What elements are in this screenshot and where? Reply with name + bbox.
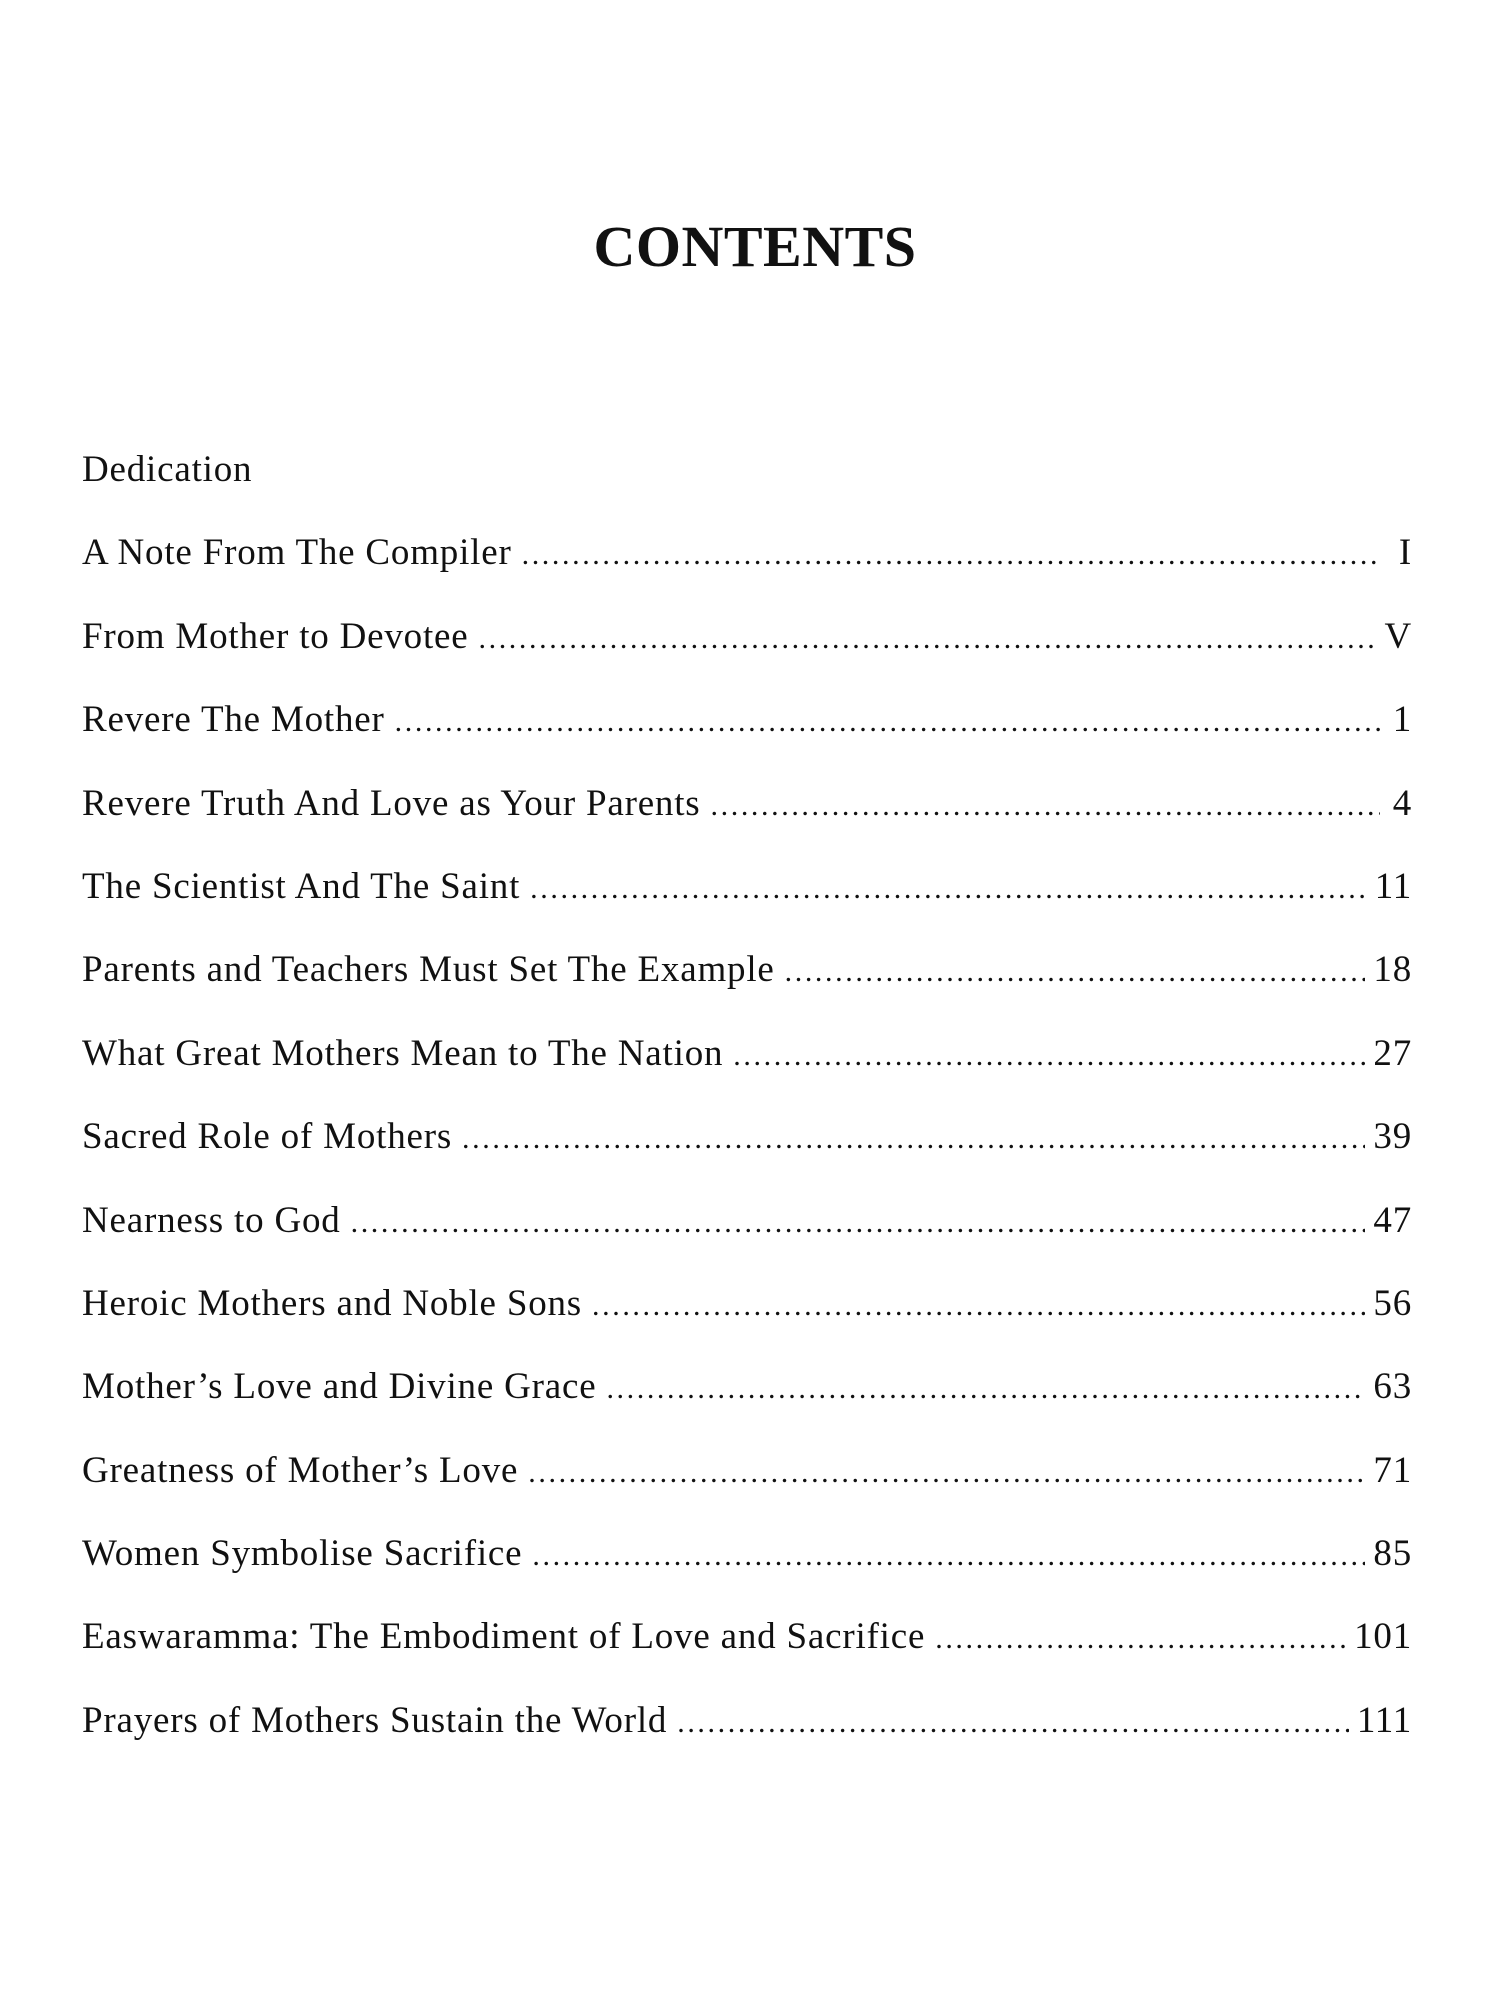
dot-leader [733, 1039, 1365, 1073]
toc-page-number: 111 [1356, 1699, 1412, 1741]
toc-entry-title: Nearness to God [82, 1199, 341, 1241]
toc-page-number: 39 [1373, 1116, 1412, 1158]
toc-entry-prayers-of-mothers[interactable] [82, 1699, 1412, 1782]
toc-entry-title: The Scientist And The Saint [82, 865, 521, 907]
page-title: CONTENTS [593, 214, 917, 279]
dot-leader [606, 1372, 1365, 1406]
toc-entry-great-mothers-nation[interactable] [82, 1032, 1412, 1115]
toc-entry-women-sacrifice[interactable] [82, 1532, 1412, 1615]
toc-entry-mothers-love-grace[interactable] [82, 1365, 1412, 1448]
toc-entry-note-from-compiler[interactable] [82, 531, 1412, 614]
toc-page-number: 11 [1374, 865, 1412, 907]
toc-entry-title: Women Symbolise Sacrifice [82, 1533, 523, 1575]
toc-page-number: 1 [1392, 699, 1412, 741]
dot-leader [785, 955, 1366, 989]
toc-entry-title: From Mother to Devotee [82, 615, 469, 657]
dot-leader [522, 538, 1380, 572]
toc-entry-title: Mother’s Love and Divine Grace [82, 1366, 597, 1408]
toc-entry-title: Dedication [82, 449, 253, 490]
toc-entry-greatness-of-love[interactable] [82, 1449, 1412, 1532]
toc-entry-revere-the-mother[interactable] [82, 698, 1412, 781]
dot-leader [462, 1122, 1365, 1156]
toc-entry-sacred-role[interactable] [82, 1115, 1412, 1198]
toc-page-number: 101 [1354, 1616, 1412, 1658]
toc-entry-dedication[interactable] [82, 448, 1412, 531]
toc-entry-title: Prayers of Mothers Sustain the World [82, 1699, 668, 1741]
dot-leader [528, 1456, 1365, 1490]
toc-page-number: 47 [1373, 1199, 1412, 1241]
dot-leader [592, 1289, 1365, 1323]
toc-entry-mother-to-devotee[interactable] [82, 615, 1412, 698]
toc-entry-title: Greatness of Mother’s Love [82, 1449, 519, 1491]
toc-page-number: 85 [1373, 1533, 1412, 1575]
toc-page-number: V [1384, 615, 1412, 657]
toc-entry-title: Sacred Role of Mothers [82, 1116, 453, 1158]
toc-page-number: I [1398, 532, 1412, 574]
toc-entry-revere-truth-and-love[interactable] [82, 782, 1412, 865]
dot-leader [677, 1706, 1349, 1740]
dot-leader [711, 789, 1380, 823]
dot-leader [530, 872, 1367, 906]
toc-page-number: 63 [1373, 1366, 1412, 1408]
toc-entry-title: Revere The Mother [82, 699, 385, 741]
toc-page-number: 4 [1392, 782, 1412, 824]
toc-entry-scientist-and-saint[interactable] [82, 865, 1412, 948]
table-of-contents [82, 448, 1412, 1782]
toc-page-number: 71 [1373, 1449, 1412, 1491]
toc-page-number: 56 [1373, 1282, 1412, 1324]
dot-leader [935, 1622, 1346, 1656]
toc-entry-easwaramma[interactable] [82, 1615, 1412, 1698]
toc-entry-nearness-to-god[interactable] [82, 1199, 1412, 1282]
toc-entry-parents-and-teachers[interactable] [82, 948, 1412, 1031]
toc-page-number: 27 [1373, 1032, 1412, 1074]
toc-entry-title: Parents and Teachers Must Set The Example [82, 949, 775, 991]
toc-page-number: 18 [1373, 949, 1412, 991]
dot-leader [532, 1539, 1365, 1573]
toc-entry-title: Heroic Mothers and Noble Sons [82, 1282, 583, 1324]
toc-entry-title: Revere Truth And Love as Your Parents [82, 782, 701, 824]
dot-leader [395, 705, 1380, 739]
toc-entry-title: A Note From The Compiler [82, 532, 512, 574]
dot-leader [479, 622, 1377, 656]
toc-entry-title: Easwaramma: The Embodiment of Love and Sacrifice [82, 1616, 926, 1658]
dot-leader [351, 1206, 1366, 1240]
toc-entry-heroic-mothers[interactable] [82, 1282, 1412, 1365]
toc-entry-title: What Great Mothers Mean to The Nation [82, 1032, 724, 1074]
